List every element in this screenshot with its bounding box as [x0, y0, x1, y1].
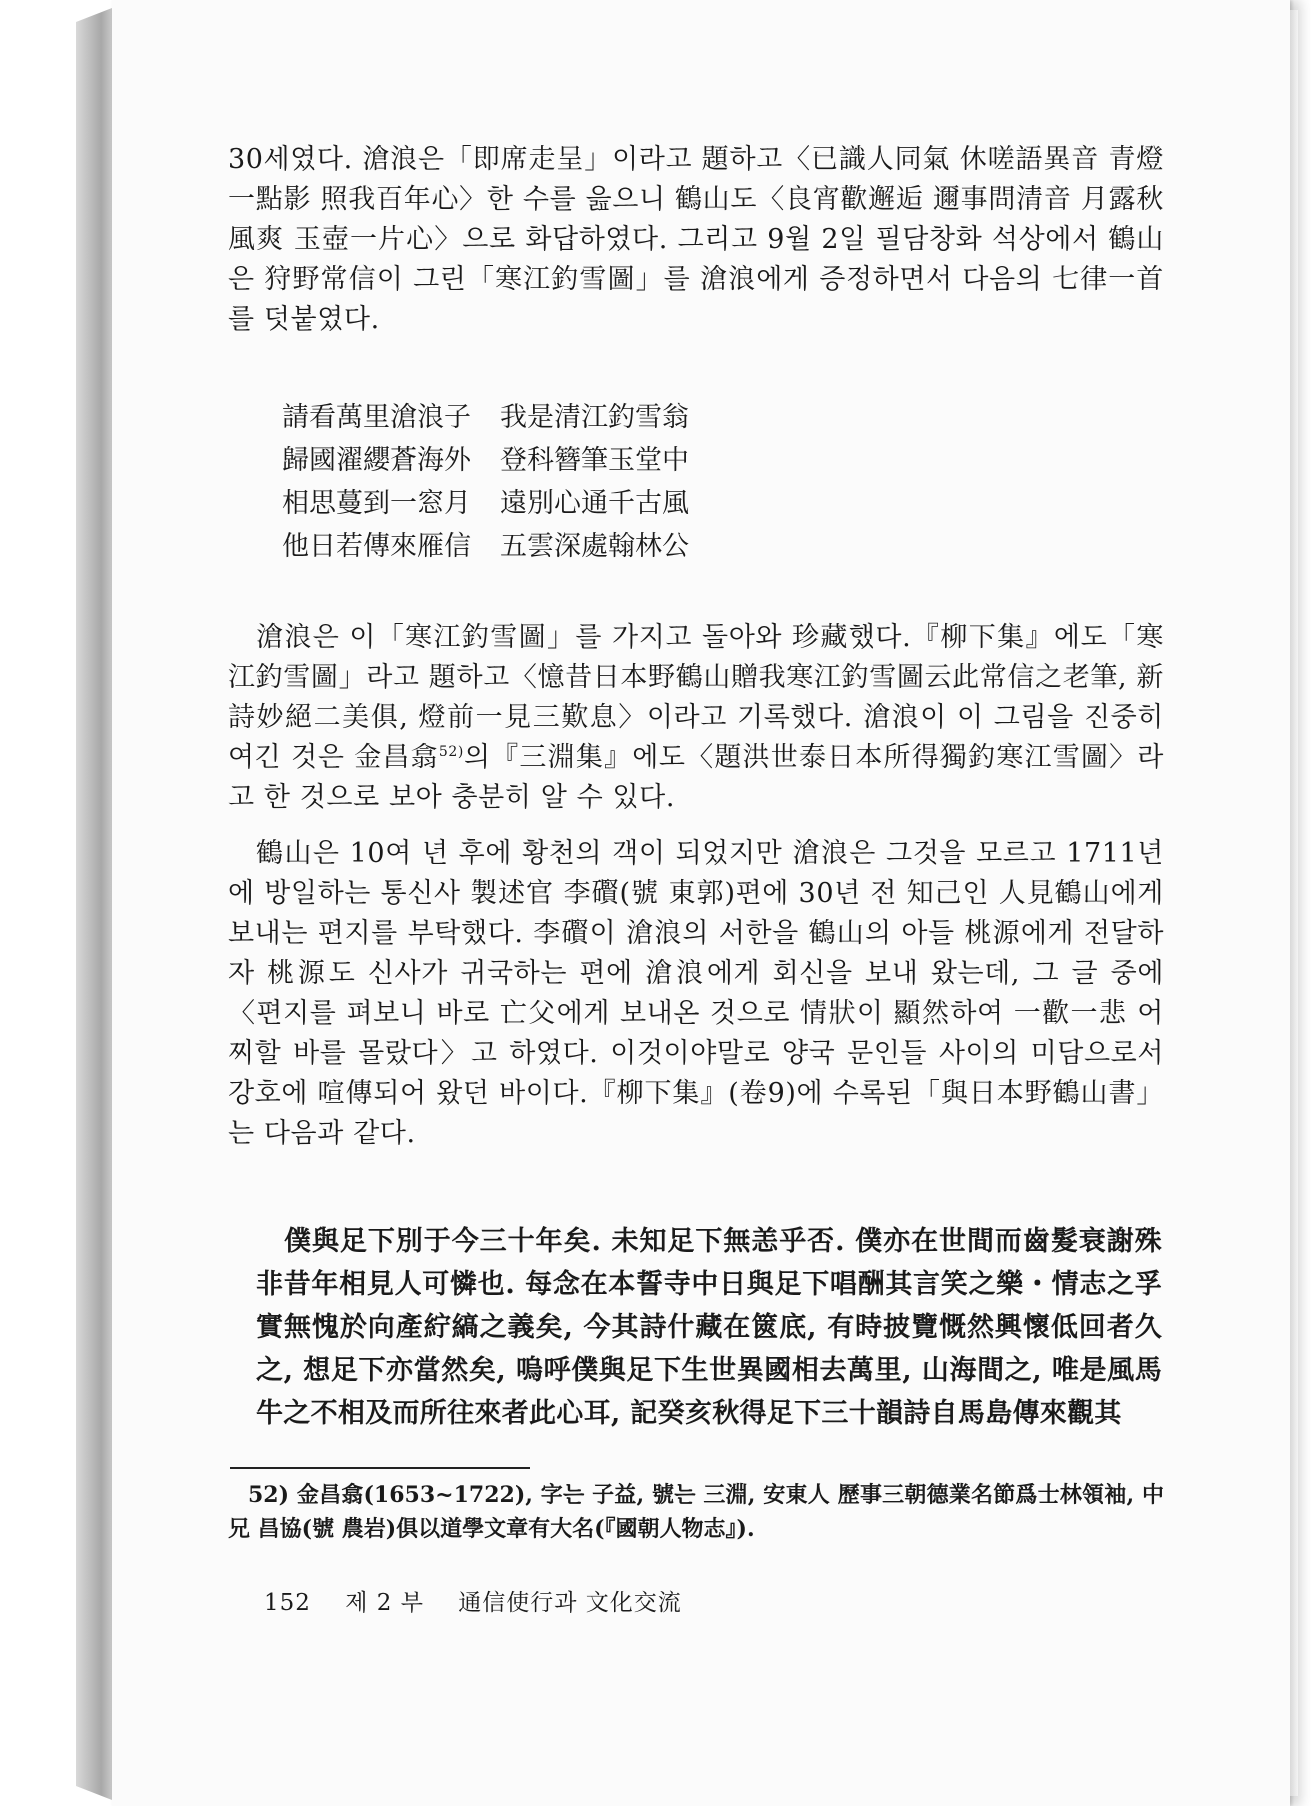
poem-line-2-left: 歸國濯纓蒼海外 [282, 445, 471, 476]
part-label: 제 2 부 [345, 1590, 424, 1616]
paragraph-1: 30세였다. 滄浪은「即席走呈」이라고 題하고〈已識人同氣 休嗟語異音 青燈一點影 照我百年心〉한 수를 읊으니 鶴山도〈良宵歡邂逅 邇事問清音 月露秋風爽 玉壺一片心〉으로 화답하였다. 그리고 9월 2일 필담창화 석상에서 鶴山은 狩野常信이 그린「寒江釣雪圖」를 滄浪에게 증정하면서 다음의 七律一首를 덧붙였다. [228, 144, 1164, 335]
section-title: 通信使行과 文化交流 [458, 1590, 682, 1616]
poem-line-4-right: 五雲深處翰林公 [500, 531, 689, 562]
book-spine [76, 8, 112, 1800]
letter-quote: 僕與足下別于今三十年矣. 未知足下無恙乎否. 僕亦在世間而齒髮衰謝殊非昔年相見人可憐也. 每念在本誓寺中日與足下唱酬其言笑之樂・情志之孚實無愧於向產紵縞之義矣, 今其詩什藏在篋底, 有時披覽慨然興懷低回者久之, 想足下亦當然矣, 嗚呼僕與足下生世異國相去萬里, 山海間之, 唯是風馬牛之不相及而所往來者此心耳, 記癸亥秋得足下三十韻詩自馬島傳來觀其 [256, 1226, 1162, 1429]
page-number: 152 [264, 1590, 311, 1616]
poem [282, 396, 689, 568]
footnote [228, 1478, 1164, 1546]
footnote-ref-52: 52) [438, 744, 464, 760]
poem-line-4 [282, 525, 689, 568]
poem-line-3-right: 遠別心通千古風 [500, 488, 689, 519]
paragraph-3: 鶴山은 10여 년 후에 황천의 객이 되었지만 滄浪은 그것을 모르고 1711년에 방일하는 통신사 製述官 李礥(號 東郭)편에 30년 전 知己인 人見鶴山에게 보내는 편지를 부탁했다. 李礥이 滄浪의 서한을 鶴山의 아들 桃源에게 전달하자 桃源도 신사가 귀국하는 편에 滄浪에게 회신을 보내 왔는데, 그 글 중에〈편지를 펴보니 바로 亡父에게 보내온 것으로 情狀이 顯然하여 一歡一悲 어찌할 바를 몰랐다〉고 하였다. 이것이야말로 양국 문인들 사이의 미담으로서 강호에 喧傳되어 왔던 바이다.『柳下集』(卷9)에 수록된「與日本野鶴山書」는 다음과 같다. [228, 838, 1164, 1149]
poem-line-1-right: 我是清江釣雪翁 [500, 402, 689, 433]
paragraph-2-text-a: 滄浪은 이「寒江釣雪圖」를 가지고 돌아와 珍藏했다.『柳下集』에도「寒江釣雪圖」라고 題하고〈憶昔日本野鶴山贈我寒江釣雪圖云此常信之老筆, 新詩妙絕二美俱, 燈前一見三歎息〉이라고 기록했다. 滄浪이 이 그림을 진중히 여긴 것은 金昌翕 [228, 622, 1164, 773]
page-right-edge [1290, 10, 1298, 1796]
running-footer [264, 1584, 708, 1617]
poem-line-1-left: 請看萬里滄浪子 [282, 402, 471, 433]
poem-line-4-left: 他日若傳來雁信 [282, 531, 471, 562]
footnote-separator [230, 1467, 530, 1469]
poem-line-1 [282, 396, 689, 439]
footnote-number: 52) [248, 1482, 290, 1508]
poem-line-2 [282, 439, 689, 482]
poem-line-3-left: 相思蔓到一窓月 [282, 488, 471, 519]
footnote-text: 金昌翕(1653~1722), 字는 子益, 號는 三淵, 安東人 歷事三朝德業名節爲士林領袖, 中兄 昌協(號 農岩)俱以道學文章有大名(『國朝人物志』). [228, 1482, 1164, 1542]
poem-line-2-right: 登科簪筆玉堂中 [500, 445, 689, 476]
paragraph-2-text-b: 의『三淵集』에도〈題洪世泰日本所得獨釣寒江雪圖〉라고 한 것으로 보아 충분히 알 수 있다. [228, 742, 1164, 813]
poem-line-3 [282, 482, 689, 525]
paragraph-2 [228, 618, 1164, 818]
